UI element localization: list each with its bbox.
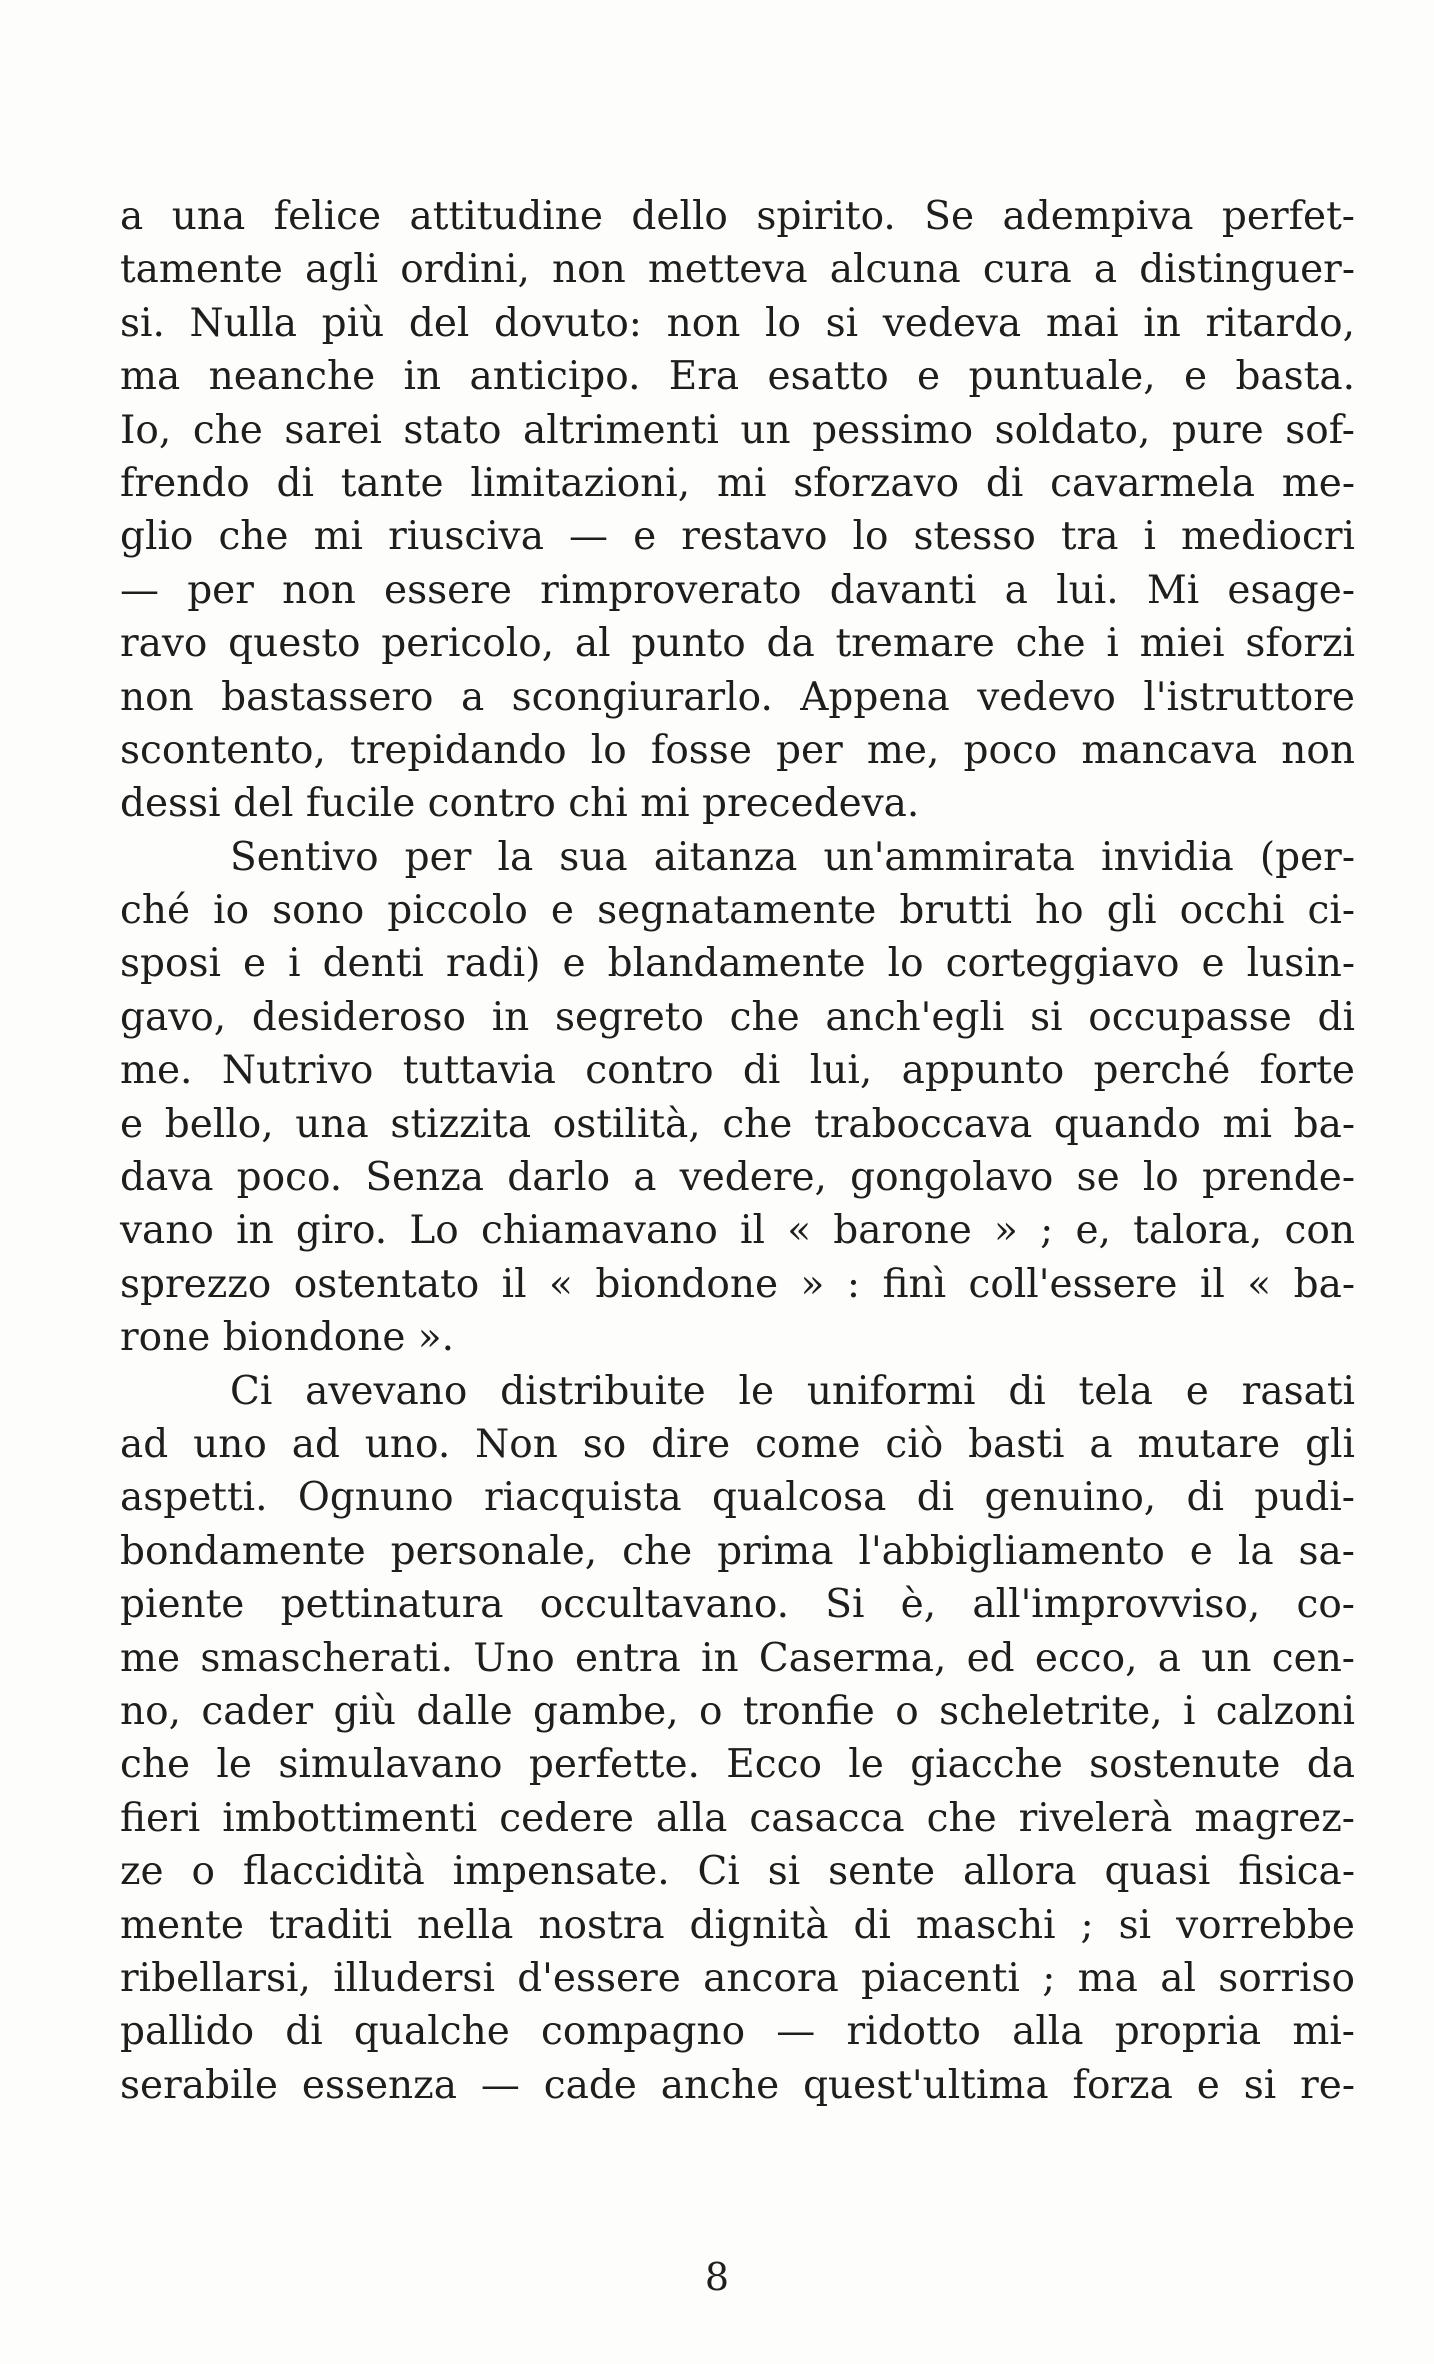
text-line: a una felice attitudine dello spirito. Se adempiva perfet- <box>120 194 1355 239</box>
text-line: gavo, desideroso in segreto che anch'egli si occupasse di <box>120 994 1355 1040</box>
text-line: pallido di qualche compagno — ridotto alla propria mi- <box>120 2009 1355 2055</box>
text-line: ravo questo pericolo, al punto da tremare che i miei sforzi <box>120 621 1355 667</box>
text-line: fieri imbottimenti cedere alla casacca che rivelerà magrez- <box>120 1795 1355 1841</box>
text-line: che le simulavano perfette. Ecco le giacche sostenute da <box>120 1742 1355 1788</box>
page-number: 8 <box>704 2255 730 2299</box>
text-line: ma neanche in anticipo. Era esatto e puntuale, e basta. <box>120 354 1355 400</box>
text-line: ze o flaccidità impensate. Ci si sente allora quasi fisica- <box>120 1849 1355 1895</box>
text-line: dessi del fucile contro chi mi precedeva. <box>120 781 920 827</box>
text-line: frendo di tante limitazioni, mi sforzavo di cavarmela me- <box>120 460 1355 506</box>
text-line: sposi e i denti radi) e blandamente lo corteggiavo e lusin- <box>120 941 1355 987</box>
text-line: vano in giro. Lo chiamavano il « barone » ; e, talora, con <box>120 1208 1355 1254</box>
text-line: bondamente personale, che prima l'abbigliamento e la sa- <box>120 1528 1355 1574</box>
text-line: rone biondone ». <box>120 1315 455 1361</box>
text-line: si. Nulla più del dovuto: non lo si vedeva mai in ritardo, <box>120 300 1355 346</box>
text-line: Sentivo per la sua aitanza un'ammirata invidia (per- <box>230 834 1355 880</box>
text-line: ché io sono piccolo e segnatamente brutti ho gli occhi ci- <box>120 888 1355 934</box>
text-line: non bastassero a scongiurarlo. Appena vedevo l'istruttore <box>120 674 1355 720</box>
body-text <box>120 190 1355 2112</box>
text-line: aspetti. Ognuno riacquista qualcosa di genuino, di pudi- <box>120 1475 1355 1521</box>
text-line: tamente agli ordini, non metteva alcuna cura a distinguer- <box>120 247 1355 293</box>
text-line: no, cader giù dalle gambe, o tronfie o scheletrite, i calzoni <box>120 1688 1355 1734</box>
text-line: e bello, una stizzita ostilità, che traboccava quando mi ba- <box>120 1101 1355 1147</box>
text-line: Io, che sarei stato altrimenti un pessimo soldato, pure sof- <box>120 407 1355 453</box>
text-line: — per non essere rimproverato davanti a lui. Mi esage- <box>120 567 1355 613</box>
text-line: scontento, trepidando lo fosse per me, poco mancava non <box>120 727 1355 773</box>
text-line: me smascherati. Uno entra in Caserma, ed ecco, a un cen- <box>120 1635 1355 1681</box>
text-line: dava poco. Senza darlo a vedere, gongolavo se lo prende- <box>120 1155 1355 1201</box>
text-line: mente traditi nella nostra dignità di maschi ; si vorrebbe <box>120 1902 1355 1948</box>
text-line: ribellarsi, illudersi d'essere ancora piacenti ; ma al sorriso <box>120 1955 1355 2001</box>
text-line: ad uno ad uno. Non so dire come ciò basti a mutare gli <box>120 1421 1355 1467</box>
text-line: piente pettinatura occultavano. Si è, all'improvviso, co- <box>120 1582 1355 1628</box>
text-line: glio che mi riusciva — e restavo lo stesso tra i mediocri <box>120 514 1355 560</box>
text-line: serabile essenza — cade anche quest'ultima forza e si re- <box>120 2062 1355 2108</box>
text-line: sprezzo ostentato il « biondone » : finì coll'essere il « ba- <box>120 1261 1355 1307</box>
text-line: me. Nutrivo tuttavia contro di lui, appunto perché forte <box>120 1048 1355 1094</box>
text-line: Ci avevano distribuite le uniformi di tela e rasati <box>230 1368 1355 1414</box>
